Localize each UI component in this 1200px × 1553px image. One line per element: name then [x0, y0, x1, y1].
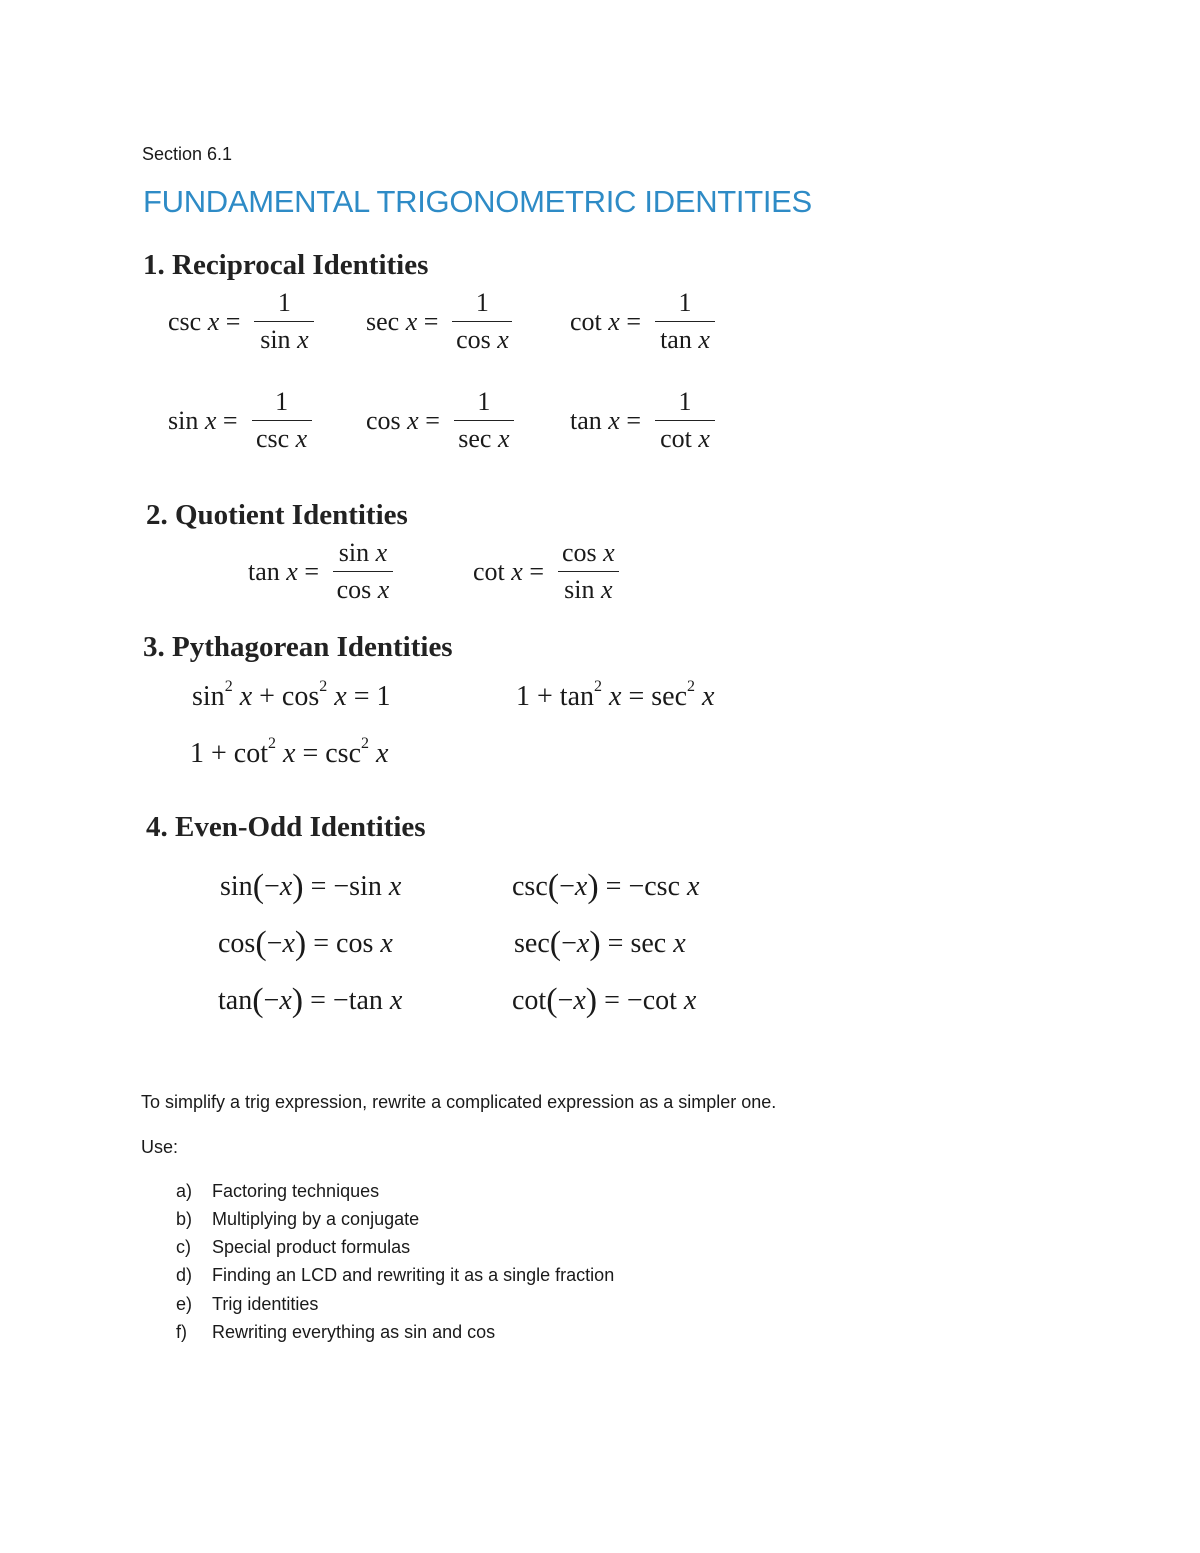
quotient-identity: cot x = $\frac{\text{cos x}}{\text{sin x}}$: [473, 538, 619, 605]
even-odd-identity: sec(−x) = sec x: [514, 925, 686, 962]
even-odd-identity: sin(−x) = −sin x: [220, 868, 402, 905]
section-label: Section 6.1: [142, 144, 233, 164]
pythagorean-identity: $\sin^2 x + \cos^2 x = 1$: [192, 677, 391, 712]
heading-quotient: 2. Quotient Identities: [146, 499, 408, 531]
page-title: FUNDAMENTAL TRIGONOMETRIC IDENTITIES: [143, 184, 812, 219]
pythagorean-identity: $1 + \tan^2 x = \sec^2 x$: [516, 677, 715, 712]
list-item: c) Special product formulas: [176, 1237, 411, 1257]
even-odd-identity: cos(−x) = cos x: [218, 925, 393, 962]
list-item: d) Finding an LCD and rewriting it as a single fraction: [176, 1265, 615, 1285]
heading-even-odd: 4. Even-Odd Identities: [146, 811, 426, 843]
heading-pythagorean: 3. Pythagorean Identities: [143, 631, 453, 663]
even-odd-identity: tan(−x) = −tan x: [218, 982, 403, 1019]
list-item: e) Trig identities: [176, 1294, 319, 1314]
heading-reciprocal: 1. Reciprocal Identities: [143, 249, 429, 281]
use-label: Use:: [141, 1137, 179, 1157]
even-odd-identity: cot(−x) = −cot x: [512, 982, 697, 1019]
reciprocal-identity: sin x = $\frac{1}{\text{csc x}}$: [168, 387, 312, 454]
list-item: f) Rewriting everything as sin and cos: [176, 1322, 496, 1342]
reciprocal-identity: sec x = $\frac{1}{\text{cos x}}$: [366, 288, 512, 355]
reciprocal-identity: cos x = $\frac{1}{\text{sec x}}$: [366, 387, 514, 454]
pythagorean-identity: $1 + \cot^2 x = \csc^2 x$: [190, 734, 389, 769]
reciprocal-identity: tan x = $\frac{1}{\text{cot x}}$: [570, 387, 715, 454]
even-odd-identity: csc(−x) = −csc x: [512, 868, 700, 905]
list-item: a) Factoring techniques: [176, 1181, 380, 1201]
reciprocal-identity: csc x = $\frac{1}{\text{sin x}}$: [168, 288, 314, 355]
intro-text: To simplify a trig expression, rewrite a complicated expression as a simpler one.: [141, 1092, 777, 1112]
list-item: b) Multiplying by a conjugate: [176, 1209, 420, 1229]
reciprocal-identity: cot x = $\frac{1}{\text{tan x}}$: [570, 288, 715, 355]
quotient-identity: tan x = $\frac{\text{sin x}}{\text{cos x}}$: [248, 538, 393, 605]
